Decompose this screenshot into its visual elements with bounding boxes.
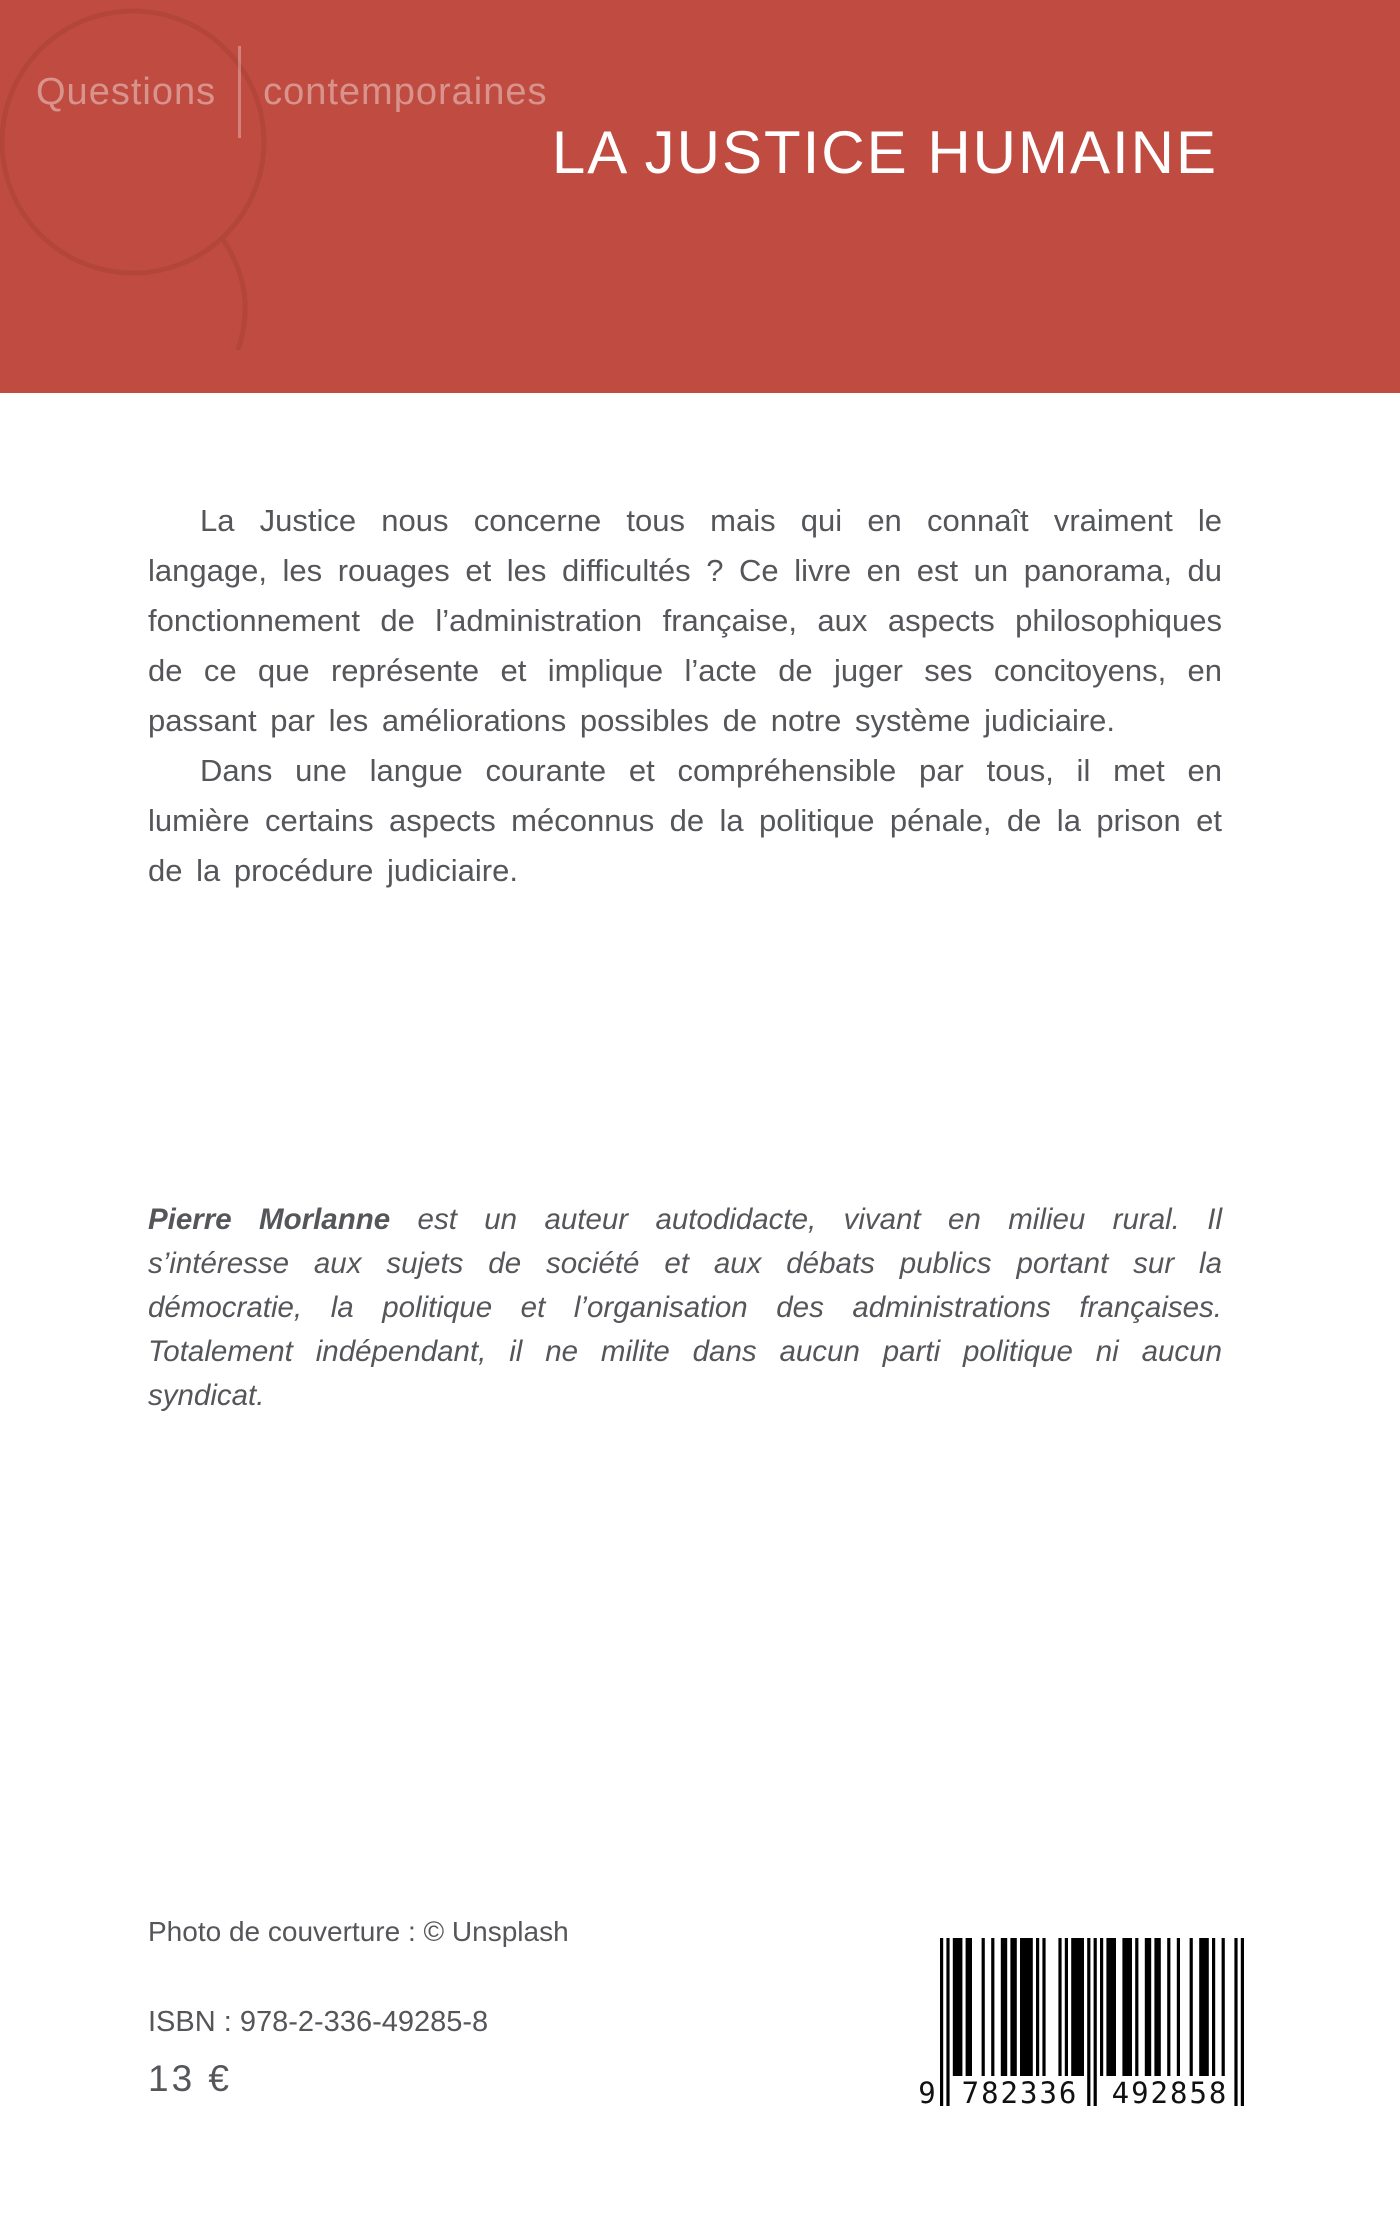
banner	[0, 0, 1400, 393]
barcode-group-1: 782336	[961, 2076, 1079, 2110]
book-title: LA JUSTICE HUMAINE	[551, 119, 1218, 186]
synopsis-paragraph-2: Dans une langue courante et compréhensible par tous, il met en lumière certains aspects méconnus de la politique pénale, de la prison et de la procédure judiciaire.	[148, 753, 1222, 888]
synopsis	[148, 496, 1222, 896]
barcode	[918, 1938, 1254, 2108]
collection-word2: contemporaines	[263, 70, 548, 113]
isbn: ISBN : 978-2-336-49285-8	[148, 2006, 489, 2038]
author-bio	[148, 1198, 1222, 1418]
barcode-group-2: 492858	[1111, 2076, 1229, 2110]
synopsis-paragraph-1: La Justice nous concerne tous mais qui en connaît vraiment le langage, les rouages et les difficultés ? Ce livre en est un panorama, du fonctionnement de l’administration française, aux aspects philosophiques de ce que représente et implique l’acte de juger ses concitoyens, en passant par les améliorations possibles de notre système judiciaire.	[148, 503, 1222, 738]
collection-name	[36, 70, 547, 114]
price: 13 €	[148, 2058, 233, 2099]
collection-q-logo-icon	[0, 0, 340, 370]
author-bio-text: est un auteur autodidacte, vivant en milieu rural. Il s’intéresse aux sujets de société et aux débats publics portant sur la démocratie, la politique et l’organisation des administrations françaises. Totalement indépendant, il ne milite dans aucun parti politique ni aucun syndicat.	[148, 1203, 1222, 1412]
photo-credit: Photo de couverture : © Unsplash	[148, 1916, 569, 1947]
collection-word1: Questions	[36, 70, 217, 113]
author-name: Pierre Morlanne	[148, 1203, 391, 1236]
barcode-digit-1: 9	[918, 2076, 938, 2110]
collection-divider	[238, 46, 241, 138]
